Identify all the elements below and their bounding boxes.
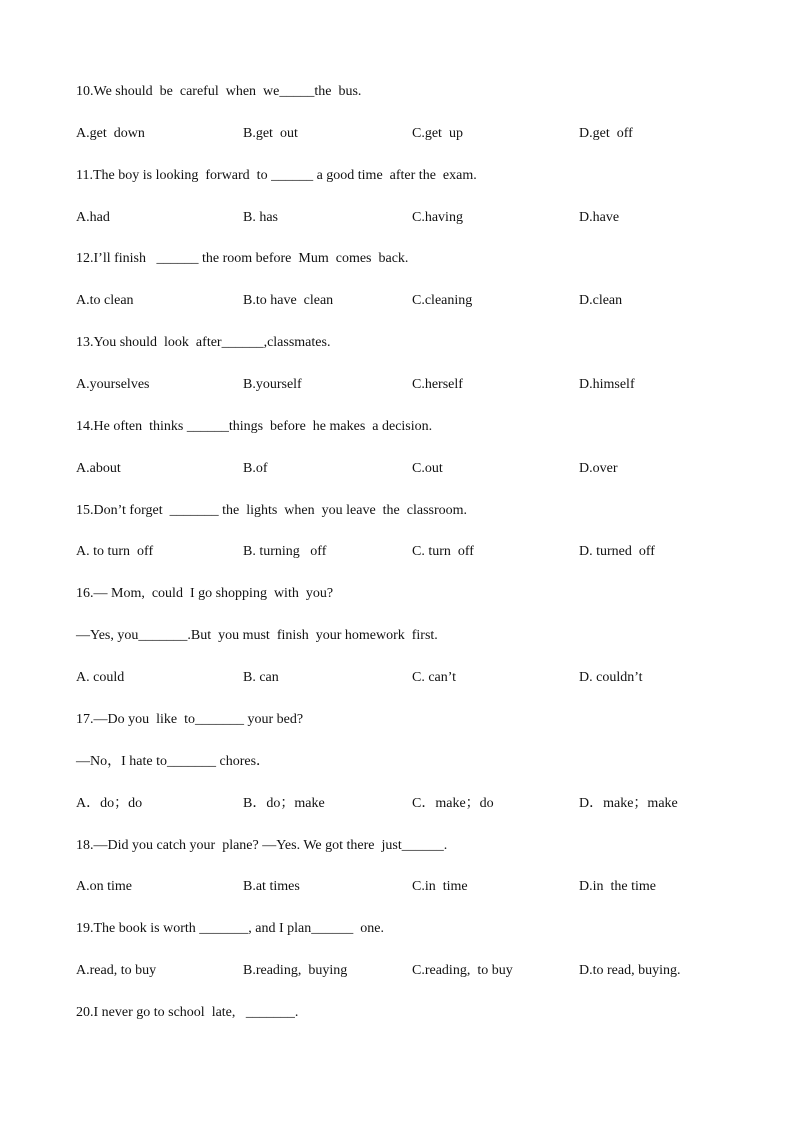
option-d: D.have — [579, 210, 620, 225]
question-13-options — [76, 376, 716, 394]
option-a: A.had — [76, 210, 110, 225]
option-a: A．do；do — [76, 796, 143, 811]
option-c: C. turn off — [412, 544, 474, 559]
option-b: B.get out — [243, 126, 298, 141]
question-11-options — [76, 209, 716, 227]
question-16-response: —Yes, you_______.But you must finish your homework first. — [76, 628, 438, 643]
question-11-text: 11.The boy is looking forward to ______ a good time after the exam. — [76, 168, 477, 183]
question-20-text: 20.I never go to school late, _______. — [76, 1005, 299, 1020]
question-17-text: 17.—Do you like to_______ your bed? — [76, 712, 304, 727]
question-12-options — [76, 292, 716, 310]
option-a: A.get down — [76, 126, 145, 141]
option-d: D．make；make — [579, 796, 678, 811]
option-d: D.get off — [579, 126, 633, 141]
option-c: C.having — [412, 210, 463, 225]
question-19-text: 19.The book is worth _______, and I plan______ one. — [76, 921, 384, 936]
option-d: D. couldn’t — [579, 670, 643, 685]
option-b: B. has — [243, 210, 278, 225]
question-16-text: 16.— Mom, could I go shopping with you? — [76, 586, 334, 601]
option-a: A.on time — [76, 879, 132, 894]
option-a: A.read, to buy — [76, 963, 157, 978]
option-d: D.clean — [579, 293, 623, 308]
question-15-text: 15.Don’t forget _______ the lights when you leave the classroom. — [76, 503, 468, 518]
option-b: B. can — [243, 670, 279, 685]
question-18-text: 18.—Did you catch your plane? —Yes. We got there just______. — [76, 838, 448, 853]
question-13-text: 13.You should look after______,classmates. — [76, 335, 331, 350]
question-14-text: 14.He often thinks ______things before he makes a decision. — [76, 419, 433, 434]
question-17-options — [76, 795, 716, 813]
option-a: A. to turn off — [76, 544, 154, 559]
option-b: B.to have clean — [243, 293, 334, 308]
option-a: A.yourselves — [76, 377, 150, 392]
question-10-options — [76, 125, 716, 143]
option-a: A. could — [76, 670, 125, 685]
option-a: A.to clean — [76, 293, 134, 308]
option-c: C.in time — [412, 879, 468, 894]
question-15-options — [76, 543, 716, 561]
option-b: B. turning off — [243, 544, 327, 559]
option-b: B.yourself — [243, 377, 302, 392]
option-c: C.out — [412, 461, 443, 476]
question-12-text: 12.I’ll finish ______ the room before Mum comes back. — [76, 251, 409, 266]
question-19-options — [76, 962, 716, 980]
option-c: C. can’t — [412, 670, 457, 685]
option-d: D.in the time — [579, 879, 656, 894]
option-a: A.about — [76, 461, 121, 476]
option-d: D.to read, buying. — [579, 963, 681, 978]
option-c: C.get up — [412, 126, 463, 141]
question-16-options — [76, 669, 716, 687]
option-d: D.himself — [579, 377, 635, 392]
option-c: C.cleaning — [412, 293, 473, 308]
option-c: C.herself — [412, 377, 463, 392]
question-17-response: —No，I hate to_______ chores． — [76, 754, 271, 769]
option-d: D. turned off — [579, 544, 655, 559]
question-10-text: 10.We should be careful when we_____the bus. — [76, 84, 362, 99]
option-b: B.of — [243, 461, 268, 476]
option-b: B．do；make — [243, 796, 325, 811]
option-b: B.reading, buying — [243, 963, 348, 978]
option-c: C.reading, to buy — [412, 963, 513, 978]
question-14-options — [76, 460, 716, 478]
option-b: B.at times — [243, 879, 300, 894]
option-d: D.over — [579, 461, 618, 476]
option-c: C．make；do — [412, 796, 494, 811]
question-18-options — [76, 878, 716, 896]
